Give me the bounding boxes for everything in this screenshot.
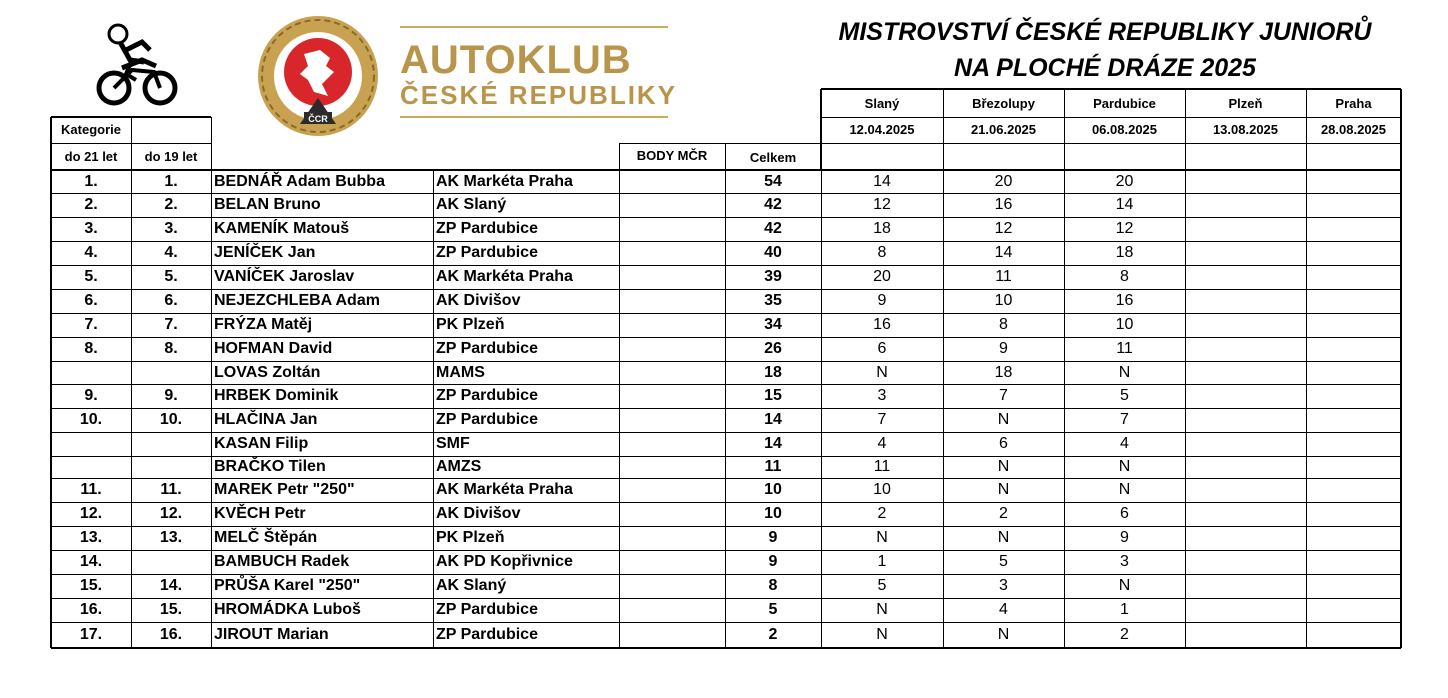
- rider-club: ZP Pardubice: [436, 244, 538, 261]
- brand-rule-bottom: [400, 116, 668, 118]
- race-points: 7: [877, 411, 887, 428]
- race-points: [1185, 432, 1306, 456]
- rider-name: NEJEZCHLEBA Adam: [214, 292, 380, 309]
- grid-line: [821, 143, 1401, 144]
- rank-u19: 1.: [164, 173, 178, 190]
- race-points: 20: [994, 173, 1013, 190]
- page-title-line1: MISTROVSTVÍ ČESKÉ REPUBLIKY JUNIORŮ: [838, 18, 1372, 46]
- rank-u21: 10.: [79, 411, 103, 428]
- race-points: [1306, 432, 1401, 456]
- race-venue: Plzeň: [1228, 96, 1263, 111]
- race-points: 2: [1120, 626, 1129, 643]
- rank-u21: 14.: [79, 553, 103, 570]
- race-points: [1185, 598, 1306, 622]
- race-points: [1306, 526, 1401, 550]
- rank-u21: 9.: [84, 387, 98, 404]
- race-points: 18: [873, 220, 891, 237]
- rank-u19: [131, 550, 211, 574]
- race-points: 8: [877, 244, 887, 261]
- race-date: 28.08.2025: [1320, 122, 1387, 137]
- grid-line: [51, 143, 211, 144]
- rank-u21: 11.: [80, 481, 102, 498]
- rider-name: JENÍČEK Jan: [214, 244, 316, 261]
- race-points: 20: [1115, 173, 1134, 190]
- rider-club: AK Divišov: [436, 292, 521, 309]
- race-points: 3: [877, 387, 887, 404]
- race-points: 1: [877, 553, 887, 570]
- race-points: [1306, 265, 1401, 289]
- speedway-rider-icon: [92, 20, 180, 108]
- total-points: 54: [764, 173, 782, 190]
- race-points: [1185, 193, 1306, 217]
- race-points: [1306, 478, 1401, 502]
- rank-u21: 13.: [79, 529, 103, 546]
- total-points: 10: [764, 505, 782, 522]
- total-points: 34: [764, 316, 782, 333]
- race-points: 16: [994, 196, 1013, 213]
- race-points: 11: [873, 458, 891, 475]
- rider-club: AMZS: [436, 458, 482, 475]
- race-points: 6: [999, 435, 1008, 452]
- race-points: 3: [1120, 553, 1129, 570]
- race-points: 14: [994, 244, 1013, 261]
- race-points: N: [997, 626, 1010, 643]
- rider-name: FRÝZA Matěj: [214, 316, 313, 333]
- total-points: 9: [768, 553, 778, 570]
- race-points: N: [997, 529, 1010, 546]
- category-header: Kategorie: [61, 122, 121, 137]
- race-points: [1185, 408, 1306, 432]
- rider-name: VANÍČEK Jaroslav: [214, 268, 355, 285]
- rank-u19: 4.: [164, 244, 178, 261]
- rider-name: HRBEK Dominik: [214, 387, 339, 404]
- rank-u21: 4.: [84, 244, 98, 261]
- rank-u19: 6.: [164, 292, 178, 309]
- rider-club: AK Markéta Praha: [436, 268, 573, 285]
- svg-text:ČCR: ČCR: [308, 114, 328, 124]
- race-points: [1185, 241, 1306, 265]
- rank-u21: 17.: [79, 626, 103, 643]
- rank-u21: 3.: [84, 220, 98, 237]
- race-points: [1306, 337, 1401, 361]
- grid-line: [51, 647, 1401, 649]
- total-points: 5: [768, 601, 778, 618]
- rider-club: MAMS: [436, 364, 485, 381]
- rank-u19: 9.: [164, 387, 178, 404]
- race-points: [1185, 289, 1306, 313]
- rider-club: AK Markéta Praha: [436, 481, 573, 498]
- race-points: [1185, 550, 1306, 574]
- rider-name: PRŮŠA Karel "250": [214, 577, 361, 594]
- rank-u21: 7.: [84, 316, 98, 333]
- total-points: 11: [764, 458, 782, 475]
- race-date: 21.06.2025: [970, 122, 1037, 137]
- rider-name: MAREK Petr "250": [214, 481, 355, 498]
- rank-u21: [51, 361, 131, 384]
- total-points: 10: [764, 481, 782, 498]
- race-points: [1185, 217, 1306, 241]
- race-points: N: [876, 601, 888, 618]
- total-points: 35: [764, 292, 782, 309]
- race-points: 4: [1120, 435, 1129, 452]
- race-points: 5: [999, 553, 1008, 570]
- rank-u21: 5.: [84, 268, 98, 285]
- race-points: N: [1118, 458, 1131, 475]
- race-points: N: [876, 364, 888, 381]
- race-points: [1185, 384, 1306, 408]
- race-points: 11: [1116, 340, 1133, 357]
- rank-u21: 16.: [79, 601, 103, 618]
- rider-club: ZP Pardubice: [436, 387, 538, 404]
- rider-name: HOFMAN David: [214, 340, 333, 357]
- race-points: 18: [994, 364, 1013, 381]
- race-points: 16: [1115, 292, 1134, 309]
- rank-u19: [131, 456, 211, 478]
- total-points: 18: [764, 364, 782, 381]
- race-points: [1185, 265, 1306, 289]
- total-points: 15: [764, 387, 782, 404]
- race-venue: Praha: [1335, 96, 1372, 111]
- race-points: 20: [873, 268, 891, 285]
- page-title-line2: NA PLOCHÉ DRÁZE 2025: [954, 54, 1256, 82]
- race-points: N: [876, 529, 888, 546]
- rider-name: KVĚCH Petr: [214, 505, 306, 522]
- race-points: [1185, 502, 1306, 526]
- race-points: 3: [999, 577, 1008, 594]
- race-points: [1185, 170, 1306, 193]
- race-points: 12: [873, 196, 891, 213]
- grid-line: [821, 88, 1401, 90]
- rider-club: PK Plzeň: [436, 316, 505, 333]
- race-points: 9: [1120, 529, 1129, 546]
- u19-header: do 19 let: [144, 149, 198, 164]
- rider-club: AK Slaný: [436, 196, 507, 213]
- race-points: [1185, 574, 1306, 598]
- race-points: [1306, 289, 1401, 313]
- race-points: [1306, 574, 1401, 598]
- rank-u19: [131, 432, 211, 456]
- rank-u19: 15.: [159, 601, 183, 618]
- rank-u19: 7.: [164, 316, 178, 333]
- race-points: 12: [1115, 220, 1134, 237]
- race-points: [1185, 361, 1306, 384]
- rider-name: KAMENÍK Matouš: [214, 220, 350, 237]
- race-venue: Slaný: [864, 96, 900, 111]
- total-points: 26: [764, 340, 782, 357]
- race-points: 16: [873, 316, 891, 333]
- race-points: [1306, 622, 1401, 648]
- rider-club: ZP Pardubice: [436, 601, 538, 618]
- rider-name: HROMÁDKA Luboš: [214, 601, 361, 618]
- rank-u21: 2.: [84, 196, 98, 213]
- race-points: 8: [999, 316, 1008, 333]
- race-points: 2: [877, 505, 887, 522]
- race-points: [1306, 313, 1401, 337]
- race-points: [1185, 478, 1306, 502]
- race-points: [1306, 408, 1401, 432]
- rank-u19: 16.: [159, 626, 183, 643]
- race-points: [1306, 456, 1401, 478]
- race-points: 10: [994, 292, 1013, 309]
- total-points: 42: [764, 220, 782, 237]
- race-points: [1185, 337, 1306, 361]
- rider-club: ZP Pardubice: [436, 626, 538, 643]
- race-points: [1185, 456, 1306, 478]
- race-points: [1306, 241, 1401, 265]
- total-header: Celkem: [749, 150, 797, 165]
- rank-u19: 8.: [164, 340, 178, 357]
- rank-u21: 1.: [84, 173, 98, 190]
- rider-name: BELAN Bruno: [214, 196, 321, 213]
- race-points: 4: [877, 435, 887, 452]
- rank-u19: 10.: [159, 411, 183, 428]
- rider-name: MELČ Štěpán: [214, 529, 318, 546]
- race-points: 5: [1120, 387, 1129, 404]
- rank-u19: 2.: [164, 196, 178, 213]
- race-points: [1185, 526, 1306, 550]
- race-points: [1185, 313, 1306, 337]
- total-points: 2: [768, 626, 778, 643]
- race-points: 5: [877, 577, 887, 594]
- rank-u21: 12.: [79, 505, 103, 522]
- rank-u21: 8.: [84, 340, 98, 357]
- rank-u21: [51, 456, 131, 478]
- rider-club: ZP Pardubice: [436, 411, 538, 428]
- race-points: N: [1118, 577, 1131, 594]
- race-venue: Pardubice: [1093, 96, 1156, 111]
- rider-club: AK PD Kopřivnice: [436, 553, 573, 570]
- race-points: 7: [999, 387, 1008, 404]
- race-points: 9: [877, 292, 887, 309]
- brand-name-line2: ČESKÉ REPUBLIKY: [400, 80, 678, 110]
- rider-name: BAMBUCH Radek: [214, 553, 350, 570]
- rider-club: ZP Pardubice: [436, 340, 538, 357]
- race-points: [1306, 384, 1401, 408]
- race-points: N: [997, 458, 1010, 475]
- race-points: 2: [999, 505, 1008, 522]
- rank-u19: 5.: [164, 268, 178, 285]
- total-points: 8: [768, 577, 778, 594]
- race-points: 6: [1120, 505, 1129, 522]
- race-points: 1: [1120, 601, 1129, 618]
- total-points: 40: [764, 244, 782, 261]
- race-points: N: [1118, 364, 1131, 381]
- rank-u19: [131, 361, 211, 384]
- rank-u19: 12.: [159, 505, 183, 522]
- rider-club: SMF: [436, 435, 470, 452]
- race-date: 12.04.2025: [849, 122, 915, 137]
- rider-club: AK Divišov: [436, 505, 521, 522]
- rider-name: BEDNÁŘ Adam Bubba: [214, 173, 385, 190]
- brand-name-line1: AUTOKLUB: [400, 38, 632, 82]
- race-points: 18: [1115, 244, 1134, 261]
- autoklub-seal-logo: [256, 14, 380, 138]
- total-points: 42: [764, 196, 782, 213]
- rider-name: JIROUT Marian: [214, 626, 329, 643]
- race-points: N: [1118, 481, 1131, 498]
- race-points: 6: [877, 340, 887, 357]
- race-points: [1185, 622, 1306, 648]
- points-header: BODY MČR: [636, 148, 708, 163]
- rank-u21: 6.: [84, 292, 98, 309]
- race-points: 4: [999, 601, 1008, 618]
- race-points: [1306, 170, 1401, 193]
- rider-name: KASAN Filip: [214, 435, 309, 452]
- race-points: [1306, 502, 1401, 526]
- rank-u19: 13.: [159, 529, 183, 546]
- race-points: 8: [1120, 268, 1129, 285]
- brand-rule-top: [400, 26, 668, 28]
- rank-u19: 11.: [160, 481, 182, 498]
- total-points: 14: [764, 411, 782, 428]
- race-points: 12: [994, 220, 1013, 237]
- race-points: N: [997, 411, 1010, 428]
- u21-header: do 21 let: [64, 149, 118, 164]
- rank-u19: 3.: [164, 220, 178, 237]
- race-points: 14: [1115, 196, 1134, 213]
- rank-u21: 15.: [79, 577, 103, 594]
- rider-name: BRAČKO Tilen: [214, 458, 326, 475]
- total-points: 39: [764, 268, 782, 285]
- race-points: [1306, 598, 1401, 622]
- total-points: 9: [768, 529, 778, 546]
- rider-name: HLAČINA Jan: [214, 411, 318, 428]
- rider-club: PK Plzeň: [436, 529, 505, 546]
- race-points: 11: [995, 268, 1012, 285]
- race-points: [1306, 550, 1401, 574]
- race-venue: Březolupy: [972, 96, 1035, 111]
- rider-name: LOVAS Zoltán: [214, 364, 321, 381]
- race-points: N: [876, 626, 888, 643]
- race-points: 14: [873, 173, 891, 190]
- race-points: [1306, 217, 1401, 241]
- rank-u21: [51, 432, 131, 456]
- race-points: N: [997, 481, 1010, 498]
- race-points: [1306, 193, 1401, 217]
- rider-club: AK Slaný: [436, 577, 507, 594]
- race-points: [1306, 361, 1401, 384]
- race-points: 9: [999, 340, 1008, 357]
- rider-club: AK Markéta Praha: [436, 173, 573, 190]
- rank-u19: 14.: [159, 577, 183, 594]
- race-points: 10: [1115, 316, 1134, 333]
- total-points: 14: [764, 435, 782, 452]
- race-points: 10: [873, 481, 891, 498]
- race-date: 06.08.2025: [1091, 122, 1158, 137]
- rider-club: ZP Pardubice: [436, 220, 538, 237]
- race-points: 7: [1120, 411, 1129, 428]
- race-date: 13.08.2025: [1212, 122, 1279, 137]
